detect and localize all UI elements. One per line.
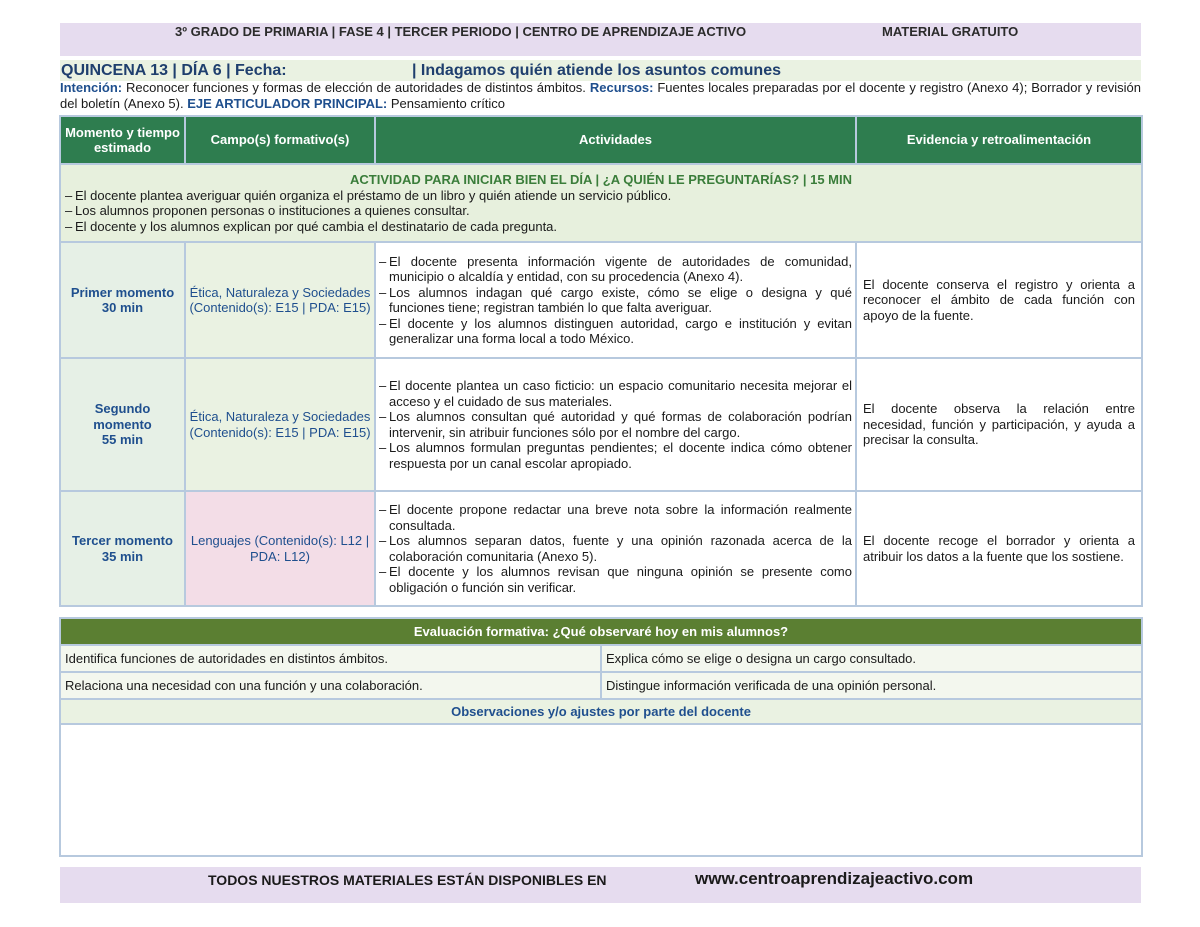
evidence-cell: El docente conserva el registro y orienta a reconocer el ámbito de cada función con apoyo de la fuente. (856, 242, 1142, 358)
moment-cell (60, 242, 185, 358)
observations-area (60, 724, 1142, 856)
moment-cell (60, 358, 185, 491)
activities-list (379, 254, 852, 347)
list-item: – El docente plantea un caso ficticio: un espacio comunitario necesita mejorar el acceso y el cuidado de sus materiales. (379, 378, 852, 409)
list-item: – Los alumnos proponen personas o instituciones a quienes consultar. (65, 203, 1137, 219)
evaluation-item: Identifica funciones de autoridades en distintos ámbitos. (60, 645, 601, 672)
evaluation-table (59, 617, 1143, 857)
moment-time: 30 min (101, 300, 144, 315)
moment-name: Segundo momento (93, 401, 152, 432)
header-moment: Momento y tiempo estimado (60, 116, 185, 164)
observations-title: Observaciones y/o ajustes por parte del docente (60, 699, 1142, 724)
moment-cell (60, 491, 185, 606)
field-cell: Lenguajes (Contenido(s): L12 | PDA: L12) (185, 491, 375, 606)
moment-name: Primer momento (70, 284, 175, 300)
opening-activity-cell (60, 164, 1142, 242)
field-cell: Ética, Naturaleza y Sociedades (Contenido(s): E15 | PDA: E15) (185, 358, 375, 491)
table-row-first-moment (60, 242, 1142, 358)
list-item: – El docente y los alumnos distinguen autoridad, cargo e institución y evitan generalizar una forma local a todo México. (379, 316, 852, 347)
list-item: – Los alumnos separan datos, fuente y una opinión razonada acerca de la colaboración comunitaria (Anexo 5). (379, 533, 852, 564)
activities-table (59, 115, 1143, 607)
list-item: – El docente plantea averiguar quién organiza el préstamo de un libro y quién atiende un servicio público. (65, 188, 1137, 204)
header-evidence: Evidencia y retroalimentación (856, 116, 1142, 164)
evaluation-item: Explica cómo se elige o designa un cargo consultado. (601, 645, 1142, 672)
activities-cell (375, 242, 856, 358)
opening-activity-title: ACTIVIDAD PARA INICIAR BIEN EL DÍA | ¿A QUIÉN LE PREGUNTARÍAS? | 15 MIN (349, 172, 853, 187)
title-topic: | Indagamos quién atiende los asuntos comunes (412, 62, 781, 79)
opening-activity-list (65, 188, 1137, 235)
opening-activity-row (60, 164, 1142, 242)
table-row-third-moment (60, 491, 1142, 606)
moment-time: 35 min (101, 548, 144, 564)
resources-label: Recursos: (589, 80, 654, 95)
moment-name: Tercer momento (72, 533, 173, 548)
observations-header-row (60, 699, 1142, 724)
evidence-cell: El docente observa la relación entre necesidad, función y participación, y ayuda a precisar la consulta. (856, 358, 1142, 491)
moment-time: 55 min (101, 432, 144, 448)
activities-cell (375, 358, 856, 491)
intention-paragraph (60, 80, 1141, 111)
evaluation-item: Relaciona una necesidad con una función y una colaboración. (60, 672, 601, 699)
title-bar (60, 60, 1141, 81)
activities-cell (375, 491, 856, 606)
evidence-cell: El docente recoge el borrador y orienta a atribuir los datos a la fuente que los sostiene. (856, 491, 1142, 606)
list-item: – El docente presenta información vigente de autoridades de comunidad, municipio o alcaldía y entidad, con su procedencia (Anexo 4). (379, 254, 852, 285)
header-free-material: MATERIAL GRATUITO (882, 24, 1019, 39)
table-row (60, 672, 1142, 699)
activities-list (379, 502, 852, 595)
list-item: – El docente propone redactar una breve nota sobre la información realmente consultada. (379, 502, 852, 533)
list-item: – Los alumnos indagan qué cargo existe, cómo se elige o designa y qué funciones tiene; registran también lo que falta averiguar. (379, 285, 852, 316)
axis-text: Pensamiento crítico (387, 95, 506, 111)
evaluation-title: Evaluación formativa: ¿Qué observaré hoy en mis alumnos? (60, 618, 1142, 645)
evaluation-item: Distingue información verificada de una opinión personal. (601, 672, 1142, 699)
footer-text: TODOS NUESTROS MATERIALES ESTÁN DISPONIBLES EN (208, 872, 607, 888)
footer-band (60, 867, 1141, 903)
axis-label: EJE ARTICULADOR PRINCIPAL: (187, 95, 388, 111)
header-activities: Actividades (375, 116, 856, 164)
table-header-row (60, 116, 1142, 164)
title-session-date: QUINCENA 13 | DÍA 6 | Fecha: (61, 62, 287, 79)
list-item: – Los alumnos formulan preguntas pendientes; el docente indica cómo obtener respuesta por un canal escolar apropiado. (379, 440, 852, 471)
header-band (60, 23, 1141, 56)
list-item: – El docente y los alumnos revisan que ninguna opinión se presente como obligación o función sin verificar. (379, 564, 852, 595)
evaluation-header-row (60, 618, 1142, 645)
header-field: Campo(s) formativo(s) (185, 116, 375, 164)
footer-url: www.centroaprendizajeactivo.com (695, 869, 974, 888)
table-row (60, 645, 1142, 672)
list-item: – El docente y los alumnos explican por qué cambia el destinatario de cada pregunta. (65, 219, 1137, 235)
observations-blank-row (60, 724, 1142, 856)
activities-list (379, 378, 852, 471)
intention-text: Reconocer funciones y formas de elección de autoridades de distintos ámbitos. (122, 80, 590, 95)
list-item: – Los alumnos consultan qué autoridad y qué formas de colaboración podrían intervenir, sin atribuir funciones sólo por el nombre del cargo. (379, 409, 852, 440)
table-row-second-moment (60, 358, 1142, 491)
intention-label: Intención: (60, 80, 123, 95)
header-grade-info: 3º GRADO DE PRIMARIA | FASE 4 | TERCER PERIODO | CENTRO DE APRENDIZAJE ACTIVO (175, 24, 747, 39)
resources-text: Fuentes locales preparadas por el docente y registro (Anexo 4); Borrador y revisión del boletín (Anexo 5). (60, 80, 1141, 111)
field-cell: Ética, Naturaleza y Sociedades (Contenido(s): E15 | PDA: E15) (185, 242, 375, 358)
